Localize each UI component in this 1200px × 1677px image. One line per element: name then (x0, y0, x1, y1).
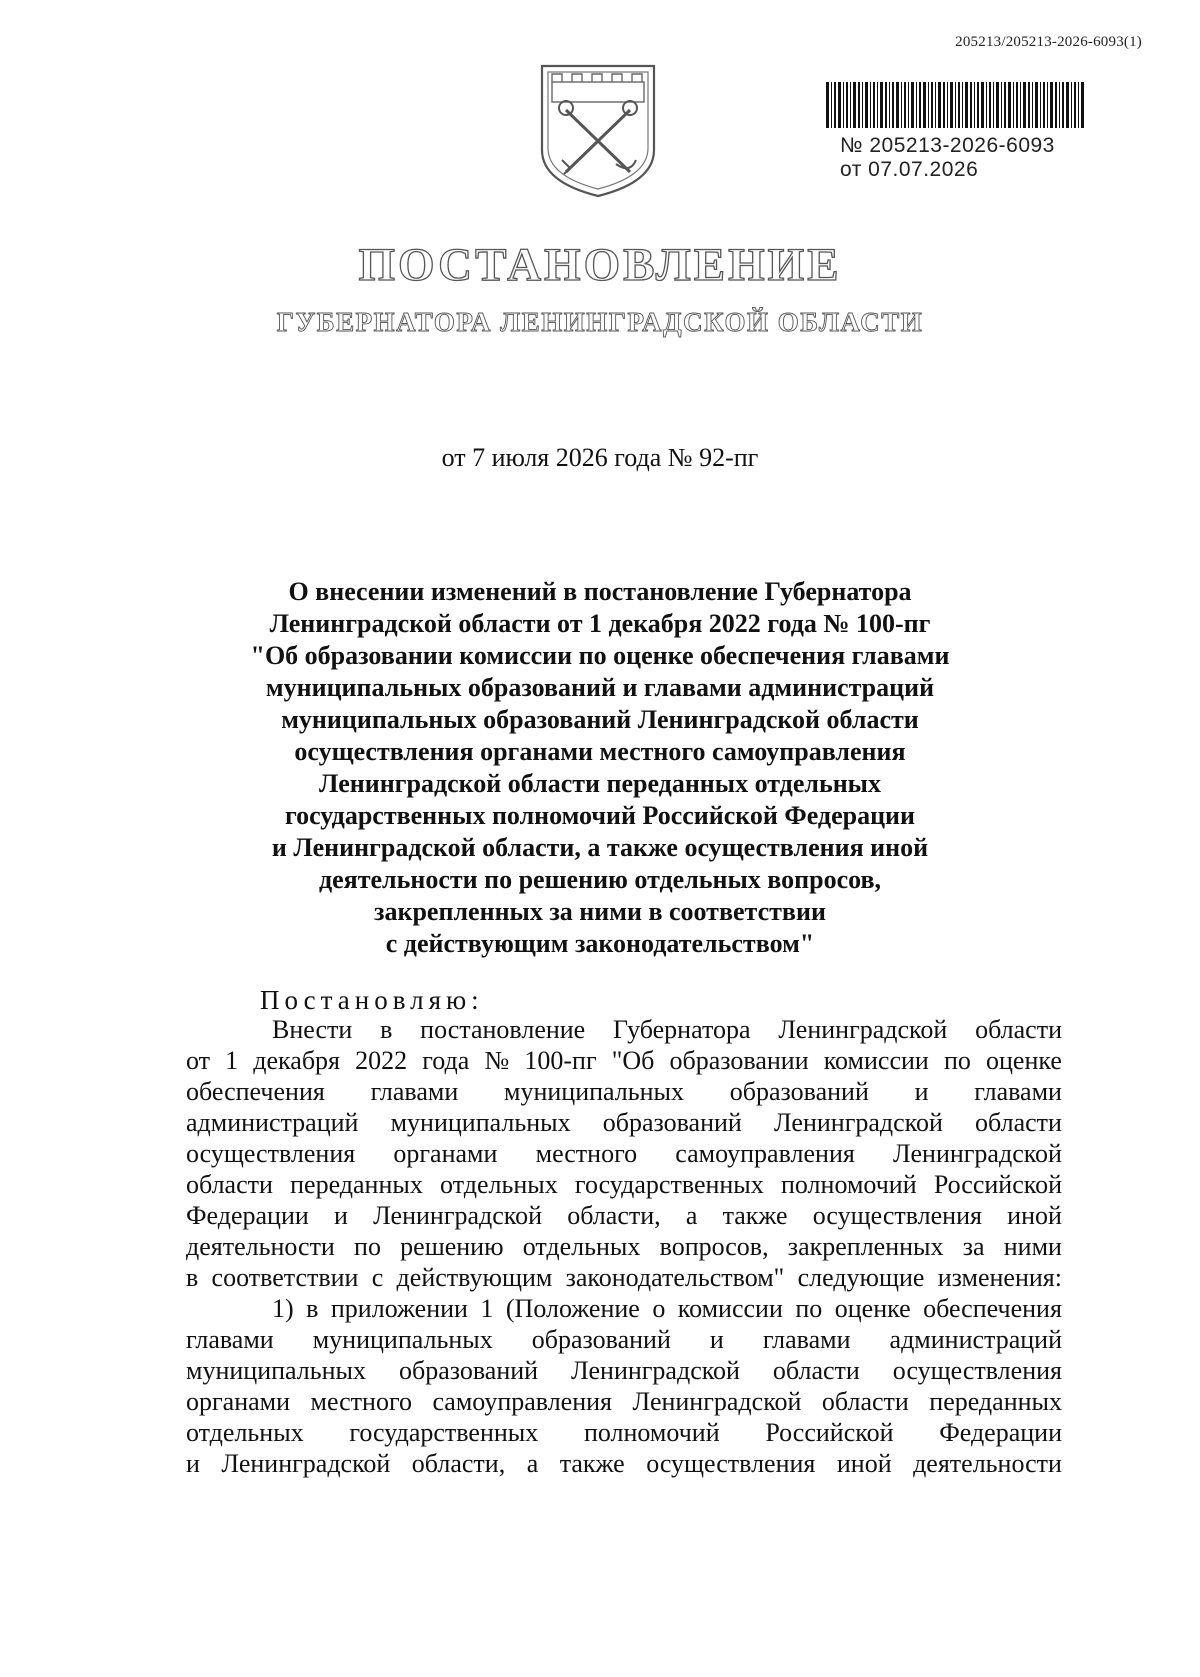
heading-line: муниципальных образований Ленинградской области (281, 705, 919, 734)
word: отдельных (440, 1170, 558, 1199)
word: по (943, 1046, 971, 1075)
heading-line: государственных полномочий Российской Федерации (284, 801, 916, 830)
word: законодательством" (565, 1263, 785, 1292)
word: переданных (290, 1170, 423, 1199)
word: муниципальных (504, 1077, 685, 1106)
word: области (186, 1170, 273, 1199)
word: области (821, 1387, 909, 1416)
word: а (685, 1201, 698, 1230)
heading-line: закрепленных за ними в соответствии (374, 897, 826, 926)
body-line (186, 1262, 1062, 1293)
word: области (975, 1015, 1062, 1044)
word: "Об (611, 1046, 655, 1075)
word: постановление (420, 1015, 586, 1044)
word: отдельных (186, 1418, 304, 1447)
word: переданных (929, 1387, 1062, 1416)
word: Губернатора (613, 1015, 751, 1044)
word: осуществления (186, 1139, 356, 1168)
document-subtitle: ГУБЕРНАТОРА ЛЕНИНГРАДСКОЙ ОБЛАСТИ (276, 307, 924, 337)
word: Ленинградской (632, 1387, 802, 1416)
word: Федерации (939, 1418, 1062, 1447)
heading-line: и Ленинградской области, а также осуществления иной (271, 833, 929, 862)
heading-line: деятельности по решению отдельных вопросов, (318, 865, 882, 894)
word: действующим (396, 1263, 553, 1292)
decree-heading (200, 576, 1000, 960)
word: государственных (574, 1170, 764, 1199)
word: а (526, 1449, 539, 1478)
body-line (186, 1293, 1062, 1324)
body-line (186, 1169, 1062, 1200)
word: администраций (186, 1108, 359, 1137)
body-line (186, 1448, 1062, 1479)
word: вопросов, (659, 1232, 769, 1261)
word: комиссии (823, 1046, 929, 1075)
word: № (484, 1046, 510, 1075)
decree-word: Постановляю: (260, 985, 484, 1015)
body-line (186, 1138, 1062, 1169)
word: муниципальных (186, 1356, 367, 1385)
word: образований (729, 1077, 869, 1106)
word: о (652, 1294, 666, 1323)
word: декабря (253, 1046, 341, 1075)
word: администраций (889, 1325, 1062, 1354)
word: иной (836, 1449, 892, 1478)
word: следующие (797, 1263, 925, 1292)
word: муниципальных (312, 1325, 493, 1354)
word: осуществления (646, 1449, 816, 1478)
word: осуществления (892, 1356, 1062, 1385)
word: в (380, 1015, 393, 1044)
word: деятельности (913, 1449, 1062, 1478)
word: оценке (834, 1294, 911, 1323)
word: осуществления (812, 1201, 982, 1230)
body-line (186, 1045, 1062, 1076)
word: обеспечения (186, 1077, 325, 1106)
word: области, (411, 1449, 506, 1478)
registration-date: от 07.07.2026 (840, 158, 979, 181)
word: Российской (933, 1170, 1062, 1199)
word: образовании (669, 1046, 809, 1075)
word: и (914, 1077, 929, 1106)
word: ними (1003, 1232, 1062, 1261)
word: образований (602, 1108, 742, 1137)
word: 1) (272, 1294, 294, 1323)
barcode (826, 82, 1084, 128)
word: в (186, 1263, 199, 1292)
body-line (186, 1200, 1062, 1231)
body-line (186, 1231, 1062, 1262)
document-title: ПОСТАНОВЛЕНИЕ (358, 239, 842, 291)
word: главами (186, 1325, 274, 1354)
word: самоуправления (675, 1139, 855, 1168)
word: и (333, 1201, 348, 1230)
word: Российской (765, 1418, 894, 1447)
word: года (422, 1046, 470, 1075)
heading-line: осуществления органами местного самоуправления (294, 737, 906, 766)
word: оценке (986, 1046, 1062, 1075)
word: закрепленных (787, 1232, 944, 1261)
body-line (186, 1355, 1062, 1386)
word: отдельных (522, 1232, 641, 1261)
word: Внести (272, 1015, 353, 1044)
word: государственных (349, 1418, 539, 1447)
heading-line: муниципальных образований и главами администраций (265, 673, 935, 702)
registration-number: № 205213-2026-6093 (840, 134, 1055, 157)
word: самоуправления (432, 1387, 613, 1416)
word: 100-пг (524, 1046, 597, 1075)
word: области (772, 1356, 860, 1385)
word: изменения: (937, 1263, 1062, 1292)
word: Ленинградской (773, 1108, 943, 1137)
word: области, (567, 1201, 661, 1230)
word: обеспечения (923, 1294, 1062, 1323)
word: Ленинградской (778, 1015, 948, 1044)
word: в (306, 1294, 319, 1323)
word: по (354, 1232, 381, 1261)
word: главами (370, 1077, 459, 1106)
body-line (186, 1014, 1062, 1045)
word: (Положение (505, 1294, 640, 1323)
word: полномочий (780, 1170, 917, 1199)
word: Ленинградской (571, 1356, 740, 1385)
word: деятельности (186, 1232, 335, 1261)
word: Ленинградской (221, 1449, 391, 1478)
word: главами (974, 1077, 1062, 1106)
body-line (186, 1076, 1062, 1107)
word: с (371, 1263, 384, 1292)
coat-of-arms-icon (536, 60, 660, 200)
body-line (186, 1386, 1062, 1417)
word: соответствии (211, 1263, 359, 1292)
word: органами (393, 1139, 498, 1168)
word: и (709, 1325, 724, 1354)
body-line (186, 1324, 1062, 1355)
body-line (186, 1107, 1062, 1138)
document-reference: 205213/205213-2026-6093(1) (955, 34, 1142, 50)
word: местного (535, 1139, 638, 1168)
heading-line: Ленинградской области от 1 декабря 2022 года № 100-пг (269, 609, 931, 638)
word: 1 (480, 1294, 494, 1323)
word: полномочий (583, 1418, 720, 1447)
word: образований (531, 1325, 671, 1354)
heading-line: О внесении изменений в постановление Губернатора (288, 577, 912, 606)
word: Ленинградской (373, 1201, 543, 1230)
word: области (975, 1108, 1062, 1137)
word: органами (186, 1387, 291, 1416)
word: приложении (330, 1294, 468, 1323)
word: и (186, 1449, 200, 1478)
word: образований (398, 1356, 539, 1385)
word: 2022 (355, 1046, 408, 1075)
word: также (722, 1201, 788, 1230)
word: решению (400, 1232, 504, 1261)
word: местного (310, 1387, 412, 1416)
body-text (186, 1014, 1062, 1479)
word: Ленинградской (893, 1139, 1062, 1168)
word: иной (1007, 1201, 1062, 1230)
word: за (962, 1232, 985, 1261)
word: также (559, 1449, 625, 1478)
decree-date-number: от 7 июля 2026 года № 92-пг (441, 443, 759, 472)
word: главами (762, 1325, 851, 1354)
word: от (186, 1046, 211, 1075)
word: комиссии (677, 1294, 783, 1323)
word: 1 (225, 1046, 239, 1075)
body-line (186, 1417, 1062, 1448)
word: муниципальных (390, 1108, 571, 1137)
word: Федерации (186, 1201, 309, 1230)
word: по (795, 1294, 823, 1323)
heading-line: Ленинградской области переданных отдельных (319, 769, 881, 798)
heading-line: с действующим законодательством" (385, 929, 815, 958)
heading-line: "Об образовании комиссии по оценке обеспечения главами (250, 641, 950, 670)
